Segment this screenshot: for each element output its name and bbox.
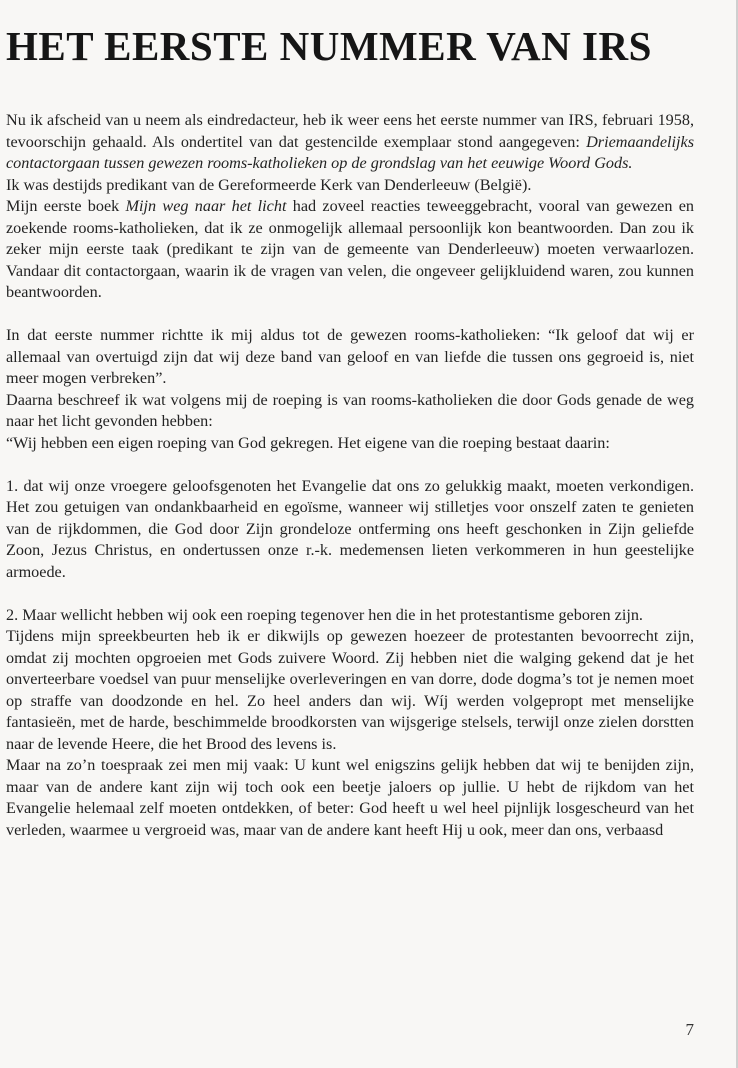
text-span: Nu ik afscheid van u neem als eindredacteur, heb ik weer eens het eerste nummer van IRS, februari 1958, tevoorschijn gehaald. Als ondertitel van dat gestencilde exemplaar stond aangegeven: (6, 111, 694, 151)
paragraph-first-book (6, 196, 694, 304)
paragraph-denderleeuw: Ik was destijds predikant van de Gereformeerde Kerk van Denderleeuw (België). (6, 175, 532, 194)
paragraph-point-two: 2. Maar wellicht hebben wij ook een roeping tegenover hen die in het protestantisme geboren zijn. (6, 605, 643, 624)
page-number: 7 (685, 1020, 694, 1039)
page-title: HET EERSTE NUMMER VAN IRS (6, 23, 652, 69)
paragraph-reply: Maar na zo’n toespraak zei men mij vaak: U kunt wel enigszins gelijk hebben dat wij te benijden zijn, maar van de andere kant zijn wij toch ook een beetje jaloers op jullie. U hebt de rijkdom van het Evangelie helemaal zelf moeten ontdekken, of beter: God heeft u wel heel pijnlijk losgescheurd van het verleden, waarmee u vergroeid was, maar van de andere kant heeft Hij u ook, meer dan ons, verbaasd (6, 756, 694, 839)
book-title: Mijn weg naar het licht (125, 197, 287, 215)
paragraph-lectures: Tijdens mijn spreekbeurten heb ik er dikwijls op gewezen hoezeer de protestanten bevoorrecht zijn, omdat zij mochten opgroeien met Gods zuivere Woord. Zij hebben niet die walging gekend dat je het onverteerbare voedsel van puur menselijke overleveringen en van dorre, dode dogma’s tot je nemen moet op straffe van doodzonde en hel. Zo heel anders dan wij. Wíj werden volgepropt met menselijke fantasieën, met de harde, beschimmelde broodkorsten van wijsgerige stelsels, terwijl onze zielen dorstten naar de levende Heere, die het Brood des levens is. (6, 627, 694, 753)
text-span: had zoveel reacties teweeggebracht, vooral van gewezen en zoekende rooms-katholieken, dat ik ze onmogelijk allemaal persoonlijk kon beantwoorden. Dan zou ik zeker mijn eerste taak (predikant te zijn van de gemeente van Denderleeuw) moeten verwaarlozen. Vandaar dit contactorgaan, waarin ik de vragen van velen, die ongeveer gelijkluidend waren, zou kunnen beantwoorden. (6, 197, 694, 301)
subtitle-quote: Driemaandelijks contactorgaan tussen gewezen rooms-katholieken op de grondslag van het eeuwige Woord Gods. (6, 132, 694, 172)
paragraph-point-one: 1. dat wij onze vroegere geloofsgenoten het Evangelie dat ons zo gelukkig maakt, moeten verkondigen. Het zou getuigen van ondankbaarheid en egoïsme, wanneer wij stilletjes voor onszelf zaten te genieten van de rijkdommen, die God door Zijn grondeloze ontferming ons heeft geschonken in Zijn geliefde Zoon, Jezus Christus, en ondertussen onze r.-k. medemensen lieten verkommeren in hun geestelijke armoede. (6, 476, 694, 581)
paragraph-calling-quote: “Wij hebben een eigen roeping van God gekregen. Het eigene van die roeping bestaat daarin: (6, 433, 610, 452)
paragraph-intro (6, 110, 694, 175)
text-span: Mijn eerste boek (6, 197, 126, 215)
article-body (6, 110, 694, 841)
paragraph-calling-intro: Daarna beschreef ik wat volgens mij de roeping is van rooms-katholieken die door Gods genade de weg naar het licht gevonden hebben: (6, 390, 694, 430)
paragraph-first-issue: In dat eerste nummer richtte ik mij aldus tot de gewezen rooms-katholieken: “Ik geloof dat wij er allemaal van overtuigd zijn dat wij deze band van geloof en van liefde die tussen ons gegroeid is, niet meer mogen verbreken”. (6, 326, 694, 387)
